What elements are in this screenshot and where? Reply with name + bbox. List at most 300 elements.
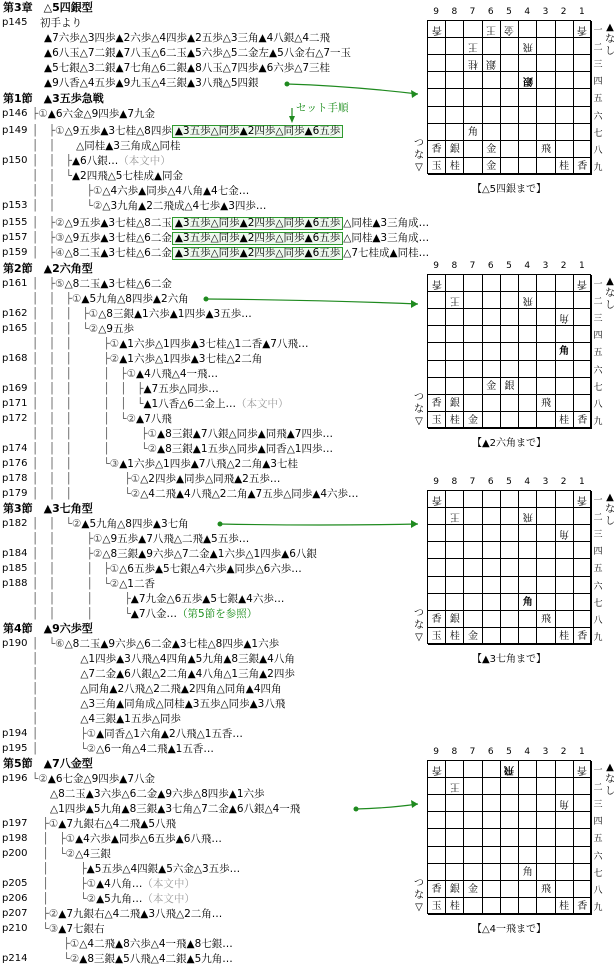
piece-label: 香 bbox=[577, 764, 588, 776]
column-number: 7 bbox=[469, 477, 476, 487]
page-ref: p185 bbox=[2, 563, 28, 574]
piece-label: 王 bbox=[449, 295, 460, 307]
row-number: 五 bbox=[593, 348, 603, 359]
page-ref: p210 bbox=[2, 923, 28, 934]
column-number: 2 bbox=[560, 477, 567, 487]
page-ref: p161 bbox=[2, 278, 28, 289]
column-number: 8 bbox=[451, 261, 458, 271]
move-text: ▲7五歩△同歩… bbox=[143, 383, 219, 395]
piece-label: 金 bbox=[468, 630, 479, 642]
piece-label: 角 bbox=[522, 866, 533, 878]
sente-hand: し bbox=[605, 516, 615, 527]
piece-label: 角 bbox=[559, 312, 570, 324]
piece-label: 銀 bbox=[449, 883, 460, 895]
column-number: 1 bbox=[579, 747, 585, 757]
row-number: 五 bbox=[593, 834, 603, 845]
page-ref: p162 bbox=[2, 308, 28, 319]
column-number: 9 bbox=[433, 477, 439, 487]
page-ref: p174 bbox=[2, 443, 28, 454]
connector-arrow-4 bbox=[356, 804, 418, 809]
column-number: 2 bbox=[560, 7, 567, 17]
tree-branch: │ ├① bbox=[32, 728, 97, 740]
row-number: 四 bbox=[593, 331, 603, 342]
page-ref: p169 bbox=[2, 383, 28, 394]
piece-label: 玉 bbox=[431, 414, 442, 426]
move-text: ▲1六歩△1四歩▲3七桂△1二香▲7八飛… bbox=[119, 338, 309, 350]
column-number: 3 bbox=[542, 477, 549, 487]
sente-hand: し bbox=[605, 46, 615, 57]
page-ref: p149 bbox=[2, 125, 28, 136]
piece-label: 角 bbox=[559, 528, 570, 540]
gote-hand: つ bbox=[414, 878, 424, 889]
piece-label: 香 bbox=[577, 278, 588, 290]
page-ref: p206 bbox=[2, 893, 28, 904]
tree-branch: │ │ │ └② bbox=[32, 488, 141, 500]
piece-label: 銀 bbox=[504, 380, 515, 392]
row-number: 一 bbox=[593, 26, 603, 36]
piece-label: 角 bbox=[559, 346, 570, 358]
tree-branch: │ │ └② bbox=[32, 200, 103, 212]
tree-branch: │ │ │ └② bbox=[32, 578, 120, 590]
move-text: △3三角▲同角成△同桂▲3五歩△同歩▲3八飛 bbox=[80, 698, 286, 710]
row-number: 六 bbox=[593, 851, 603, 862]
tree-branch: │ ├① bbox=[32, 125, 65, 137]
piece-label: 銀 bbox=[449, 143, 460, 155]
move-text: ▲7六歩△3四歩▲2六歩△4四歩▲2五歩△3三角▲4八銀△4二飛 bbox=[44, 32, 331, 44]
tree-branch: │ │ │ │ │ ├ bbox=[32, 383, 144, 395]
tree-branch: │ ├① bbox=[32, 833, 76, 845]
page-ref: p207 bbox=[2, 908, 28, 919]
sente-hand: な bbox=[605, 34, 615, 45]
page-ref: p195 bbox=[2, 743, 28, 754]
column-number: 1 bbox=[579, 7, 585, 17]
tree-branch: │ └② bbox=[32, 743, 97, 755]
move-text: △9五歩▲3七桂△6二金 bbox=[64, 232, 172, 244]
move-text: △4三銀▲1五歩△同歩 bbox=[80, 713, 181, 725]
piece-label: 桂 bbox=[559, 900, 570, 912]
column-number: 3 bbox=[542, 747, 549, 757]
tree-branch: ├② bbox=[32, 908, 59, 920]
move-text: △7二金▲6八銀△2二角▲4八角△1三角▲2四歩 bbox=[80, 668, 295, 680]
cross-reference: （第5節を参照） bbox=[177, 608, 258, 620]
row-number: 六 bbox=[593, 581, 603, 592]
tree-branch: │ │ │ │ └② bbox=[32, 413, 137, 425]
piece-label: 飛 bbox=[522, 295, 533, 307]
move-text: ▲8三銀▲5八飛△4二銀▲5九角… bbox=[79, 953, 233, 965]
piece-label: 玉 bbox=[431, 900, 442, 912]
tree-branch: │ │ │ │ ├① bbox=[32, 368, 137, 380]
in-text-note: （本文中） bbox=[118, 155, 171, 167]
tree-branch: │ └② bbox=[32, 848, 76, 860]
row-number: 三 bbox=[593, 530, 603, 541]
move-text: ▲6七金△9四歩▲7八金 bbox=[47, 773, 156, 785]
row-number: 三 bbox=[593, 60, 603, 71]
in-text-note: （本文中） bbox=[235, 398, 289, 410]
tree-branch: └③ bbox=[32, 923, 59, 935]
tree-branch: │ │ │ ├① bbox=[32, 308, 99, 320]
callout-set-sequence: セット手順 bbox=[296, 102, 349, 114]
tree-branch: │ │ └ bbox=[32, 170, 72, 182]
sente-hand: ▲ bbox=[606, 22, 614, 33]
piece-label: 金 bbox=[486, 143, 497, 155]
row-number: 一 bbox=[593, 766, 603, 776]
page-ref: p155 bbox=[2, 217, 28, 228]
column-number: 7 bbox=[469, 261, 476, 271]
page-ref: p168 bbox=[2, 353, 28, 364]
piece-label: 飛 bbox=[540, 397, 551, 409]
move-text: ▲6八玉△7二銀▲7八玉△6二玉▲5六歩△5二金左▲5八金右△7一玉 bbox=[44, 47, 352, 59]
sente-hand: ▲ bbox=[606, 762, 614, 773]
tree-branch: │ ├③ bbox=[32, 232, 65, 244]
column-number: 2 bbox=[560, 261, 567, 271]
tree-branch: │ │ │ │ ├① bbox=[32, 428, 158, 440]
page-ref: p176 bbox=[2, 458, 28, 469]
tree-branch: │ │ ├① bbox=[32, 533, 103, 545]
move-text: △2四歩▲同歩△同飛▲2五歩… bbox=[140, 473, 281, 485]
piece-label: 香 bbox=[431, 143, 442, 155]
row-number: 二 bbox=[593, 513, 603, 524]
piece-label: 桂 bbox=[559, 160, 570, 172]
piece-label: 香 bbox=[431, 24, 442, 36]
piece-label: 香 bbox=[431, 883, 442, 895]
column-number: 6 bbox=[487, 261, 494, 271]
row-number: 九 bbox=[593, 632, 603, 643]
piece-label: 銀 bbox=[522, 75, 533, 87]
move-text: 第3章 △5四銀型 bbox=[3, 1, 93, 14]
piece-label: 角 bbox=[559, 798, 570, 810]
tree-branch: │ bbox=[32, 713, 81, 725]
page-ref: p198 bbox=[2, 833, 28, 844]
column-number: 4 bbox=[524, 7, 531, 17]
piece-label: 王 bbox=[449, 781, 460, 793]
move-text: 第4節 ▲9六歩型 bbox=[3, 622, 93, 635]
move-text: ▲7八飛 bbox=[136, 413, 172, 425]
column-number: 5 bbox=[506, 477, 512, 487]
move-text: △8二玉▲3七桂△6二金 bbox=[64, 278, 172, 290]
tree-branch: │ │ │ └③ bbox=[32, 458, 120, 470]
column-number: 1 bbox=[579, 261, 585, 271]
piece-label: 飛 bbox=[522, 511, 533, 523]
row-number: 三 bbox=[593, 314, 603, 325]
set-sequence-box: ▲3五歩△同歩▲2四歩△同歩▲6五歩 bbox=[172, 247, 343, 260]
page-ref: p153 bbox=[2, 200, 28, 211]
page-ref: p150 bbox=[2, 155, 28, 166]
page-ref: p157 bbox=[2, 232, 28, 243]
piece-label: 王 bbox=[468, 41, 479, 53]
move-text: ▲5九角… bbox=[96, 893, 143, 905]
piece-label: 角 bbox=[468, 126, 479, 138]
tree-branch: │ ├⑤ bbox=[32, 278, 65, 290]
row-number: 四 bbox=[593, 817, 603, 828]
tree-branch: │ bbox=[32, 683, 81, 695]
move-continuation: △同桂▲3三角成… bbox=[343, 217, 430, 229]
connector-arrow-2 bbox=[206, 299, 418, 304]
row-number: 八 bbox=[593, 145, 603, 156]
tree-branch: ├① bbox=[32, 818, 59, 830]
move-text: ▲6八銀… bbox=[71, 155, 119, 167]
move-text: △1四歩▲5九角▲8三銀▲3七角△7二金▲6八銀△4一飛 bbox=[50, 803, 301, 815]
piece-label: 香 bbox=[431, 278, 442, 290]
sente-hand: し bbox=[605, 300, 615, 311]
page-ref: p182 bbox=[2, 518, 28, 529]
tree-branch: │ │ ├ bbox=[32, 155, 72, 167]
move-text: ▲8三銀▲1五歩△同歩▲同香△1四歩… bbox=[157, 443, 333, 455]
move-text: △8二玉▲3七桂△6二金 bbox=[64, 247, 172, 259]
piece-label: 王 bbox=[486, 24, 497, 36]
gote-hand: ▽ bbox=[415, 902, 423, 913]
gote-hand: な bbox=[414, 404, 424, 415]
connector-arrow-3 bbox=[220, 524, 418, 525]
piece-label: 香 bbox=[577, 160, 588, 172]
tree-branch: │ bbox=[32, 698, 81, 710]
move-text: ▲5七銀△3二銀▲7七角△6二銀▲8八玉△7四歩▲6六歩△7三桂 bbox=[44, 62, 331, 74]
page-ref: p200 bbox=[2, 848, 28, 859]
tree-branch: │ ├① bbox=[32, 878, 97, 890]
move-text: ▲1八香△6二金上… bbox=[143, 398, 236, 410]
row-number: 七 bbox=[593, 598, 603, 609]
column-number: 5 bbox=[506, 747, 512, 757]
page-ref: p205 bbox=[2, 878, 28, 889]
piece-label: 香 bbox=[431, 494, 442, 506]
move-text: ▲7七銀右 bbox=[58, 923, 105, 935]
page-ref: p159 bbox=[2, 247, 28, 258]
column-number: 4 bbox=[524, 747, 531, 757]
move-text: △4六歩▲同歩△4八角▲4七金… bbox=[102, 185, 250, 197]
column-number: 4 bbox=[524, 261, 531, 271]
piece-label: 金 bbox=[486, 380, 497, 392]
column-number: 9 bbox=[433, 747, 439, 757]
column-number: 8 bbox=[451, 477, 458, 487]
move-text: △8二玉▲9六歩△6二金▲3七桂△8四歩▲1六歩 bbox=[64, 638, 280, 650]
piece-label: 銀 bbox=[449, 613, 460, 625]
tree-branch: │ └⑥ bbox=[32, 638, 65, 650]
move-continuation: △7七桂成▲同桂… bbox=[343, 247, 430, 259]
piece-label: 銀 bbox=[486, 58, 497, 70]
tree-branch: │ │ ├① bbox=[32, 293, 82, 305]
tree-branch: │ │ │ ├① bbox=[32, 473, 141, 485]
sente-hand: し bbox=[605, 786, 615, 797]
move-text: △3九角▲2二飛成△4七歩▲3四歩… bbox=[102, 200, 267, 212]
move-text: 第1節 ▲3五歩急戦 bbox=[3, 92, 104, 105]
row-number: 九 bbox=[593, 902, 603, 913]
page-ref: p178 bbox=[2, 473, 28, 484]
page-ref: p165 bbox=[2, 323, 28, 334]
piece-label: 桂 bbox=[449, 160, 460, 172]
tree-branch: │ │ │ │ └② bbox=[32, 443, 158, 455]
tree-branch: └② bbox=[32, 953, 80, 965]
row-number: 四 bbox=[593, 77, 603, 88]
sente-hand: な bbox=[605, 504, 615, 515]
tree-branch: │ │ ├② bbox=[32, 548, 103, 560]
move-text: ▲4八角… bbox=[96, 878, 143, 890]
tree-branch: │ └② bbox=[32, 893, 97, 905]
move-text: 第2節 ▲2六角型 bbox=[3, 262, 93, 275]
piece-label: 飛 bbox=[540, 883, 551, 895]
move-text: ▲9八香△4五歩▲9九玉△4三銀▲3八飛△5四銀 bbox=[44, 77, 259, 89]
move-text: ▲1六歩△1四歩▲7八飛△2二角▲3七桂 bbox=[119, 458, 298, 470]
piece-label: 飛 bbox=[540, 613, 551, 625]
page-ref: p196 bbox=[2, 773, 28, 784]
tree-branch: │ │ │ ├① bbox=[32, 563, 120, 575]
sente-hand: ▲ bbox=[606, 492, 614, 503]
row-number: 八 bbox=[593, 885, 603, 896]
row-number: 五 bbox=[593, 94, 603, 105]
row-number: 三 bbox=[593, 800, 603, 811]
page-ref: p179 bbox=[2, 488, 28, 499]
column-number: 9 bbox=[433, 261, 439, 271]
page-ref: p197 bbox=[2, 818, 28, 829]
row-number: 九 bbox=[593, 416, 603, 427]
set-sequence-box: ▲3五歩△同歩▲2四歩△同歩▲6五歩 bbox=[172, 217, 343, 230]
column-number: 8 bbox=[451, 747, 458, 757]
piece-label: 角 bbox=[522, 596, 533, 608]
gote-hand: な bbox=[414, 620, 424, 631]
piece-label: 香 bbox=[431, 397, 442, 409]
board-caption: 【△5四銀まで】 bbox=[471, 184, 547, 195]
move-text: △4三銀 bbox=[75, 848, 111, 860]
tree-branch: │ ├② bbox=[32, 217, 65, 229]
tree-branch: ├① bbox=[32, 108, 48, 120]
move-text: △4二飛▲4八飛△2二角▲7五歩△同歩▲4六歩… bbox=[140, 488, 359, 500]
column-number: 1 bbox=[579, 477, 585, 487]
piece-label: 香 bbox=[577, 414, 588, 426]
move-text: ▲同香△1六角▲2八飛△1五香… bbox=[96, 728, 243, 740]
move-text: △同桂▲3三角成△同桂 bbox=[76, 140, 181, 152]
page-ref: p171 bbox=[2, 398, 28, 409]
piece-label: 香 bbox=[577, 630, 588, 642]
set-sequence-box: ▲3五歩△同歩▲2四歩△同歩▲6五歩 bbox=[172, 125, 343, 138]
tree-branch: └② bbox=[32, 773, 48, 785]
tree-branch: │ │ └② bbox=[32, 518, 82, 530]
in-text-note: （本文中） bbox=[142, 893, 195, 905]
move-text: ▲5五歩△4四銀▲5六金△3五歩… bbox=[86, 863, 241, 875]
row-number: 六 bbox=[593, 111, 603, 122]
move-text: △6一角△4二飛▲1五香… bbox=[96, 743, 214, 755]
move-text: ▲4八飛△4一飛… bbox=[136, 368, 219, 380]
page-ref: p194 bbox=[2, 728, 28, 739]
connector-arrow-1 bbox=[287, 84, 418, 94]
move-text: ▲7九金△6五歩▲5七銀▲4六歩… bbox=[130, 593, 285, 605]
move-text: ▲5九角△8四歩▲3七角 bbox=[81, 518, 189, 530]
piece-label: 香 bbox=[577, 494, 588, 506]
column-number: 7 bbox=[469, 747, 476, 757]
piece-label: 金 bbox=[468, 883, 479, 895]
gote-hand: ▽ bbox=[415, 162, 423, 173]
piece-label: 金 bbox=[468, 414, 479, 426]
sente-hand: ▲ bbox=[606, 276, 614, 287]
piece-label: 香 bbox=[577, 24, 588, 36]
gote-hand: ▽ bbox=[415, 416, 423, 427]
sente-hand: な bbox=[605, 288, 615, 299]
move-text: ▲7八金… bbox=[130, 608, 178, 620]
move-text: △9五歩▲3七桂△8四歩 bbox=[64, 125, 172, 137]
tree-branch: │ bbox=[32, 668, 81, 680]
board-caption: 【▲2六角まで】 bbox=[471, 438, 547, 449]
piece-label: 飛 bbox=[522, 41, 533, 53]
move-text: △8三銀▲9六歩△7二金▲1六歩△1四歩▲6八銀 bbox=[102, 548, 317, 560]
piece-label: 桂 bbox=[559, 414, 570, 426]
tree-branch: │ ├ bbox=[32, 863, 87, 875]
gote-hand: つ bbox=[414, 392, 424, 403]
tree-branch: │ bbox=[32, 653, 81, 665]
tree-branch: │ │ bbox=[32, 140, 77, 152]
move-text: ▲2四飛△5七桂成▲同金 bbox=[71, 170, 184, 182]
piece-label: 桂 bbox=[449, 900, 460, 912]
row-number: 九 bbox=[593, 162, 603, 173]
row-number: 一 bbox=[593, 280, 603, 290]
row-number: 七 bbox=[593, 128, 603, 139]
column-number: 5 bbox=[506, 7, 512, 17]
move-text: ▲7九銀右△4二飛▲3八飛△2二角… bbox=[58, 908, 223, 920]
page-ref: p145 bbox=[2, 17, 28, 28]
row-number: 八 bbox=[593, 399, 603, 410]
row-number: 七 bbox=[593, 868, 603, 879]
column-number: 3 bbox=[542, 7, 549, 17]
column-number: 6 bbox=[487, 7, 494, 17]
tree-branch: │ │ │ ├ bbox=[32, 593, 131, 605]
column-number: 7 bbox=[469, 7, 476, 17]
row-number: 二 bbox=[593, 783, 603, 794]
row-number: 四 bbox=[593, 547, 603, 558]
move-text: 第3節 ▲3七角型 bbox=[3, 502, 93, 515]
piece-label: 香 bbox=[577, 900, 588, 912]
move-text: △9五歩 bbox=[98, 323, 134, 335]
move-text: △6五歩▲5七銀△4六歩▲同歩△6六歩… bbox=[119, 563, 302, 575]
row-number: 二 bbox=[593, 297, 603, 308]
column-number: 9 bbox=[433, 7, 439, 17]
gote-hand: ▽ bbox=[415, 632, 423, 643]
move-text: 初手より bbox=[40, 17, 82, 29]
page-ref: p214 bbox=[2, 953, 28, 964]
row-number: 一 bbox=[593, 496, 603, 506]
move-text: ▲6六金△9四歩▲7九金 bbox=[47, 108, 156, 120]
move-text: △1二香 bbox=[119, 578, 155, 590]
move-text: △1四歩▲3八飛△4四角▲5九角▲8三銀▲4八角 bbox=[80, 653, 295, 665]
row-number: 七 bbox=[593, 382, 603, 393]
gote-hand: な bbox=[414, 890, 424, 901]
piece-label: 桂 bbox=[449, 414, 460, 426]
move-text: ▲5九角△8四歩▲2六角 bbox=[81, 293, 189, 305]
piece-label: 桂 bbox=[468, 58, 479, 70]
sente-hand: な bbox=[605, 774, 615, 785]
page-ref: p188 bbox=[2, 578, 28, 589]
gote-hand: つ bbox=[414, 138, 424, 149]
tree-branch: │ │ │ └ bbox=[32, 608, 131, 620]
row-number: 二 bbox=[593, 43, 603, 54]
move-text: ▲7九銀右△4二飛▲5八飛 bbox=[58, 818, 177, 830]
page-ref: p190 bbox=[2, 638, 28, 649]
piece-label: 香 bbox=[431, 613, 442, 625]
column-number: 2 bbox=[560, 747, 567, 757]
page-ref: p172 bbox=[2, 413, 28, 424]
gote-hand: つ bbox=[414, 608, 424, 619]
piece-label: 香 bbox=[431, 764, 442, 776]
tree-branch: │ │ │ │ │ └ bbox=[32, 398, 144, 410]
column-number: 6 bbox=[487, 747, 494, 757]
tree-branch: │ │ ├① bbox=[32, 185, 103, 197]
move-text: △同角▲2八飛△2二飛▲2四角△同角▲4四角 bbox=[80, 683, 282, 695]
move-text: ▲1六歩△1四歩▲3七桂△2二角 bbox=[119, 353, 263, 365]
move-text: △8三銀▲1六歩▲1四歩▲3五歩… bbox=[98, 308, 252, 320]
piece-label: 飛 bbox=[504, 764, 515, 776]
move-text: ▲8三銀▲7八銀△同歩▲同飛▲7四歩… bbox=[157, 428, 333, 440]
gote-hand: な bbox=[414, 150, 424, 161]
board-caption: 【△4一飛まで】 bbox=[471, 924, 547, 935]
row-number: 八 bbox=[593, 615, 603, 626]
row-number: 六 bbox=[593, 365, 603, 376]
move-continuation: △同桂▲3三角成… bbox=[343, 232, 430, 244]
move-text: △9五歩▲3七桂△8二玉 bbox=[64, 217, 172, 229]
